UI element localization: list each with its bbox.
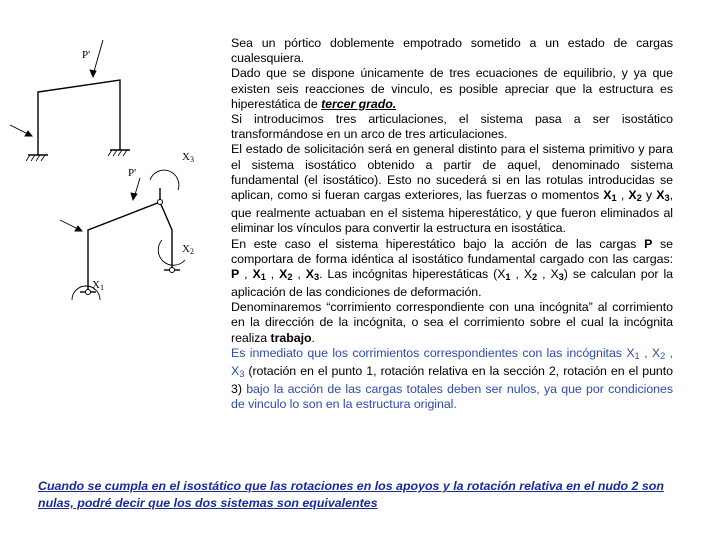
load-label-bottom: P' (128, 167, 137, 179)
hyperstatic-frame (28, 80, 130, 155)
paragraph-7: Es inmediato que los corrimientos correspondientes con las incógnitas X1 , X2 , X3 (rotación en el punto 1, rotación relativa en la sección 2, rotación en el punto 3) bajo la acción de las cargas totales deben ser nulos, ya que por condiciones de vinculo lo son en la estructura original. (231, 345, 673, 412)
unknown-label-x3: X3 (182, 151, 194, 164)
load-label-top: P' (82, 49, 91, 61)
paragraph-3: Si introducimos tres articulaciones, el sistema pasa a ser isostático transformándose en un arco de tres articulaciones. (231, 112, 673, 142)
conclusion-note: Cuando se cumpla en el isostático que las rotaciones en los apoyos y la rotación relativa en el nudo 2 son nulas, podré decir que los dos sistemas son equivalentes (38, 479, 664, 510)
paragraph-2: Dado que se dispone únicamente de tres ecuaciones de equilibrio, y ya que existen seis reacciones de vinculo, es posible apreciar que la estructura es hiperestática de tercer grado. (231, 66, 673, 111)
moment-arcs (72, 170, 185, 300)
load-arrows-bottom (60, 178, 140, 231)
paragraph-6: Denominaremos “corrimiento correspondiente con una incógnita” al corrimiento en la dirección de la incógnita, o sea el corrimiento sobre el cual la incógnita realiza trabajo. (231, 300, 673, 345)
explanation-text (231, 36, 673, 412)
paragraph-4: El estado de solicitación será en general distinto para el sistema primitivo y para el sistema isostático obtenido a partir de aquel, denominado sistema fundamental (el isostático). Esto no sucederá si en las rotulas introducidas se aplican, como si fueran cargas exteriores, las fuerzas o momentos X1 , X2 y X3, que realmente actuaban en el sistema hiperestático, y que fueron eliminados al eliminar los vínculos para convertir la estructura en isostática. (231, 142, 673, 236)
portal-frame-figure (0, 30, 230, 330)
unknown-label-x1: X1 (92, 279, 104, 292)
paragraph-1: Sea un pórtico doblemente empotrado sometido a un estado de cargas cualesquiera. (231, 36, 673, 66)
unknown-label-x2: X2 (182, 243, 194, 256)
paragraph-5: En este caso el sistema hiperestático bajo la acción de las cargas P se comportara de forma idéntica al isostático fundamental cargado con las cargas: P , X1 , X2 , X3. Las incógnitas hiperestáticas (X1 , X2 , X3) se calculan por la aplicación de las condiciones de deformación. (231, 236, 673, 299)
isostatic-frame (80, 188, 180, 292)
